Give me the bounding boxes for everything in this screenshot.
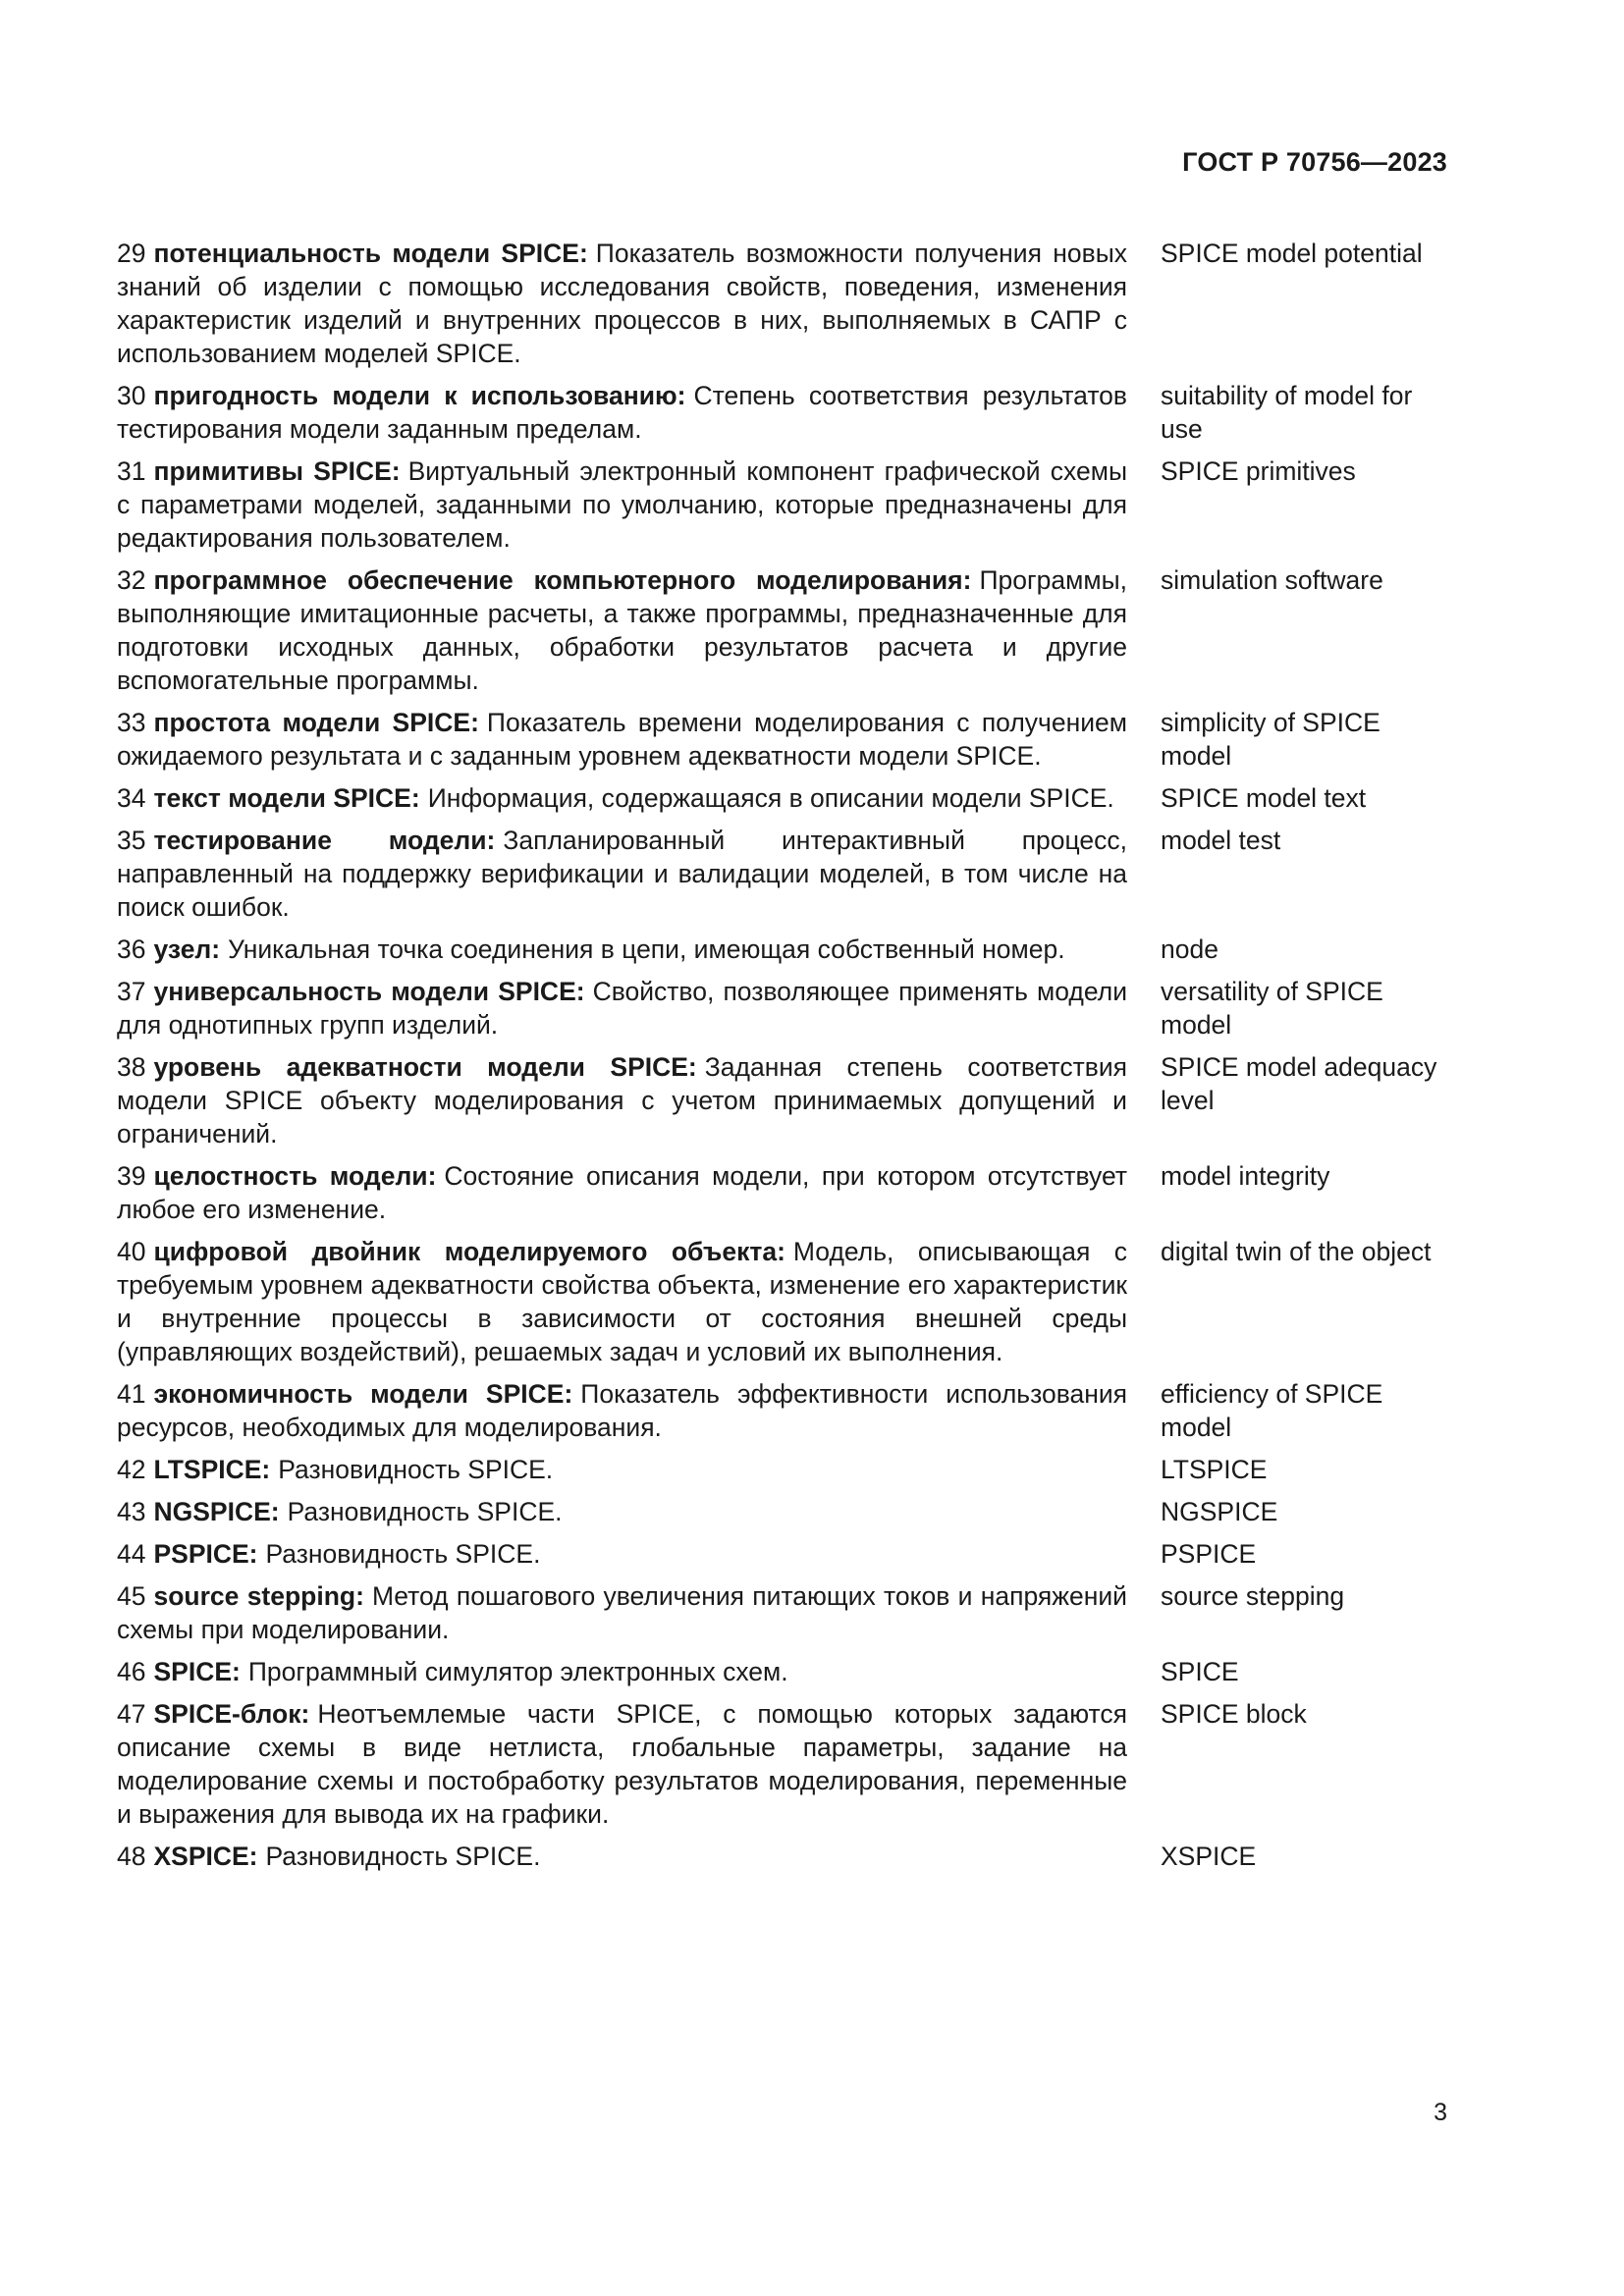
term-number: 46 bbox=[117, 1657, 146, 1686]
term-definition-ru bbox=[117, 1579, 1127, 1646]
term-definition-text: Неотъемлемые части SPICE, с помощью которых задаются описание схемы в виде нетлиста, глобальные параметры, задание на моделирование схемы и постобработку результатов моделирования, переменные и выражения для вывода их на графики. bbox=[117, 1699, 1127, 1829]
term-definition-ru bbox=[117, 1377, 1127, 1444]
terms-list bbox=[117, 237, 1447, 1882]
term-definition-text: Запланированный интерактивный процесс, направленный на поддержку верификации и валидации моделей, в том числе на поиск ошибок. bbox=[117, 826, 1127, 922]
term-number: 41 bbox=[117, 1379, 146, 1409]
term-entry bbox=[117, 933, 1447, 966]
term-definition-text: Состояние описания модели, при котором отсутствует любое его изменение. bbox=[117, 1161, 1127, 1224]
term-definition-ru bbox=[117, 1453, 1127, 1486]
term-english-equivalent: SPICE block bbox=[1161, 1699, 1307, 1729]
term-entry bbox=[117, 1840, 1447, 1873]
term-definition-ru bbox=[117, 1235, 1127, 1368]
term-entry bbox=[117, 1235, 1447, 1368]
term-number: 36 bbox=[117, 934, 146, 964]
term-number: 34 bbox=[117, 783, 146, 813]
term-entry bbox=[117, 1697, 1447, 1831]
term-name: узел: bbox=[153, 934, 221, 964]
term-definition-ru bbox=[117, 454, 1127, 555]
term-entry bbox=[117, 1159, 1447, 1226]
term-number: 31 bbox=[117, 456, 146, 486]
term-name: source stepping: bbox=[153, 1581, 364, 1611]
term-name: целостность модели: bbox=[153, 1161, 437, 1191]
term-definition-text: Уникальная точка соединения в цепи, имеющая собственный номер. bbox=[228, 934, 1065, 964]
term-entry bbox=[117, 975, 1447, 1041]
term-name: XSPICE: bbox=[153, 1842, 258, 1871]
term-definition-ru bbox=[117, 1159, 1127, 1226]
term-entry bbox=[117, 1377, 1447, 1444]
term-entry bbox=[117, 1495, 1447, 1528]
term-entry bbox=[117, 781, 1447, 815]
term-entry bbox=[117, 1453, 1447, 1486]
term-english-equivalent: source stepping bbox=[1161, 1581, 1345, 1611]
term-definition-text: Разновидность SPICE. bbox=[278, 1455, 554, 1484]
term-number: 44 bbox=[117, 1539, 146, 1569]
term-english-equivalent: node bbox=[1161, 934, 1218, 964]
term-english-equivalent: digital twin of the object bbox=[1161, 1237, 1432, 1266]
term-definition-ru bbox=[117, 975, 1127, 1041]
term-definition-text: Свойство, позволяющее применять модели для однотипных групп изделий. bbox=[117, 977, 1127, 1040]
term-name: цифровой двойник моделируемого объекта: bbox=[153, 1237, 785, 1266]
term-number: 39 bbox=[117, 1161, 146, 1191]
term-definition-text: Модель, описывающая с требуемым уровнем адекватности свойства объекта, изменение его характеристик и внутренние процессы в зависимости от состояния внешней среды (управляющих воздействий), решаемых задач и условий их выполнения. bbox=[117, 1237, 1127, 1366]
term-definition-ru bbox=[117, 1840, 1127, 1873]
term-definition-text: Заданная степень соответствия модели SPICE объекту моделирования с учетом принимаемых допущений и ограничений. bbox=[117, 1052, 1127, 1148]
term-english-equivalent: XSPICE bbox=[1161, 1842, 1257, 1871]
term-name: примитивы SPICE: bbox=[153, 456, 401, 486]
term-english-equivalent: SPICE primitives bbox=[1161, 456, 1356, 486]
term-name: тестирование модели: bbox=[153, 826, 496, 855]
term-definition-ru bbox=[117, 237, 1127, 370]
term-name: уровень адекватности модели SPICE: bbox=[153, 1052, 697, 1082]
term-number: 32 bbox=[117, 565, 146, 595]
term-number: 37 bbox=[117, 977, 146, 1006]
term-definition-text: Степень соответствия результатов тестирования модели заданным пределам. bbox=[117, 381, 1127, 444]
term-definition-text: Программы, выполняющие имитационные расчеты, а также программы, предназначенные для подготовки исходных данных, обработки результатов расчета и другие вспомогательные программы. bbox=[117, 565, 1127, 695]
term-definition-ru bbox=[117, 379, 1127, 446]
term-english-equivalent: simulation software bbox=[1161, 565, 1383, 595]
term-definition-text: Виртуальный электронный компонент графической схемы с параметрами моделей, заданными по умолчанию, которые предназначены для редактирования пользователем. bbox=[117, 456, 1127, 553]
term-number: 30 bbox=[117, 381, 146, 410]
term-entry bbox=[117, 1655, 1447, 1688]
term-english-equivalent: model test bbox=[1161, 826, 1281, 855]
term-definition-ru bbox=[117, 824, 1127, 924]
term-english-equivalent: suitability of model for use bbox=[1161, 381, 1413, 444]
term-definition-ru bbox=[117, 706, 1127, 773]
term-name: пригодность модели к использованию: bbox=[153, 381, 686, 410]
term-entry bbox=[117, 1579, 1447, 1646]
term-name: экономичность модели SPICE: bbox=[153, 1379, 573, 1409]
term-entry bbox=[117, 454, 1447, 555]
term-english-equivalent: SPICE model text bbox=[1161, 783, 1367, 813]
term-definition-text: Информация, содержащаяся в описании модели SPICE. bbox=[427, 783, 1114, 813]
page-number: 3 bbox=[1434, 2099, 1447, 2126]
term-definition-text: Разновидность SPICE. bbox=[287, 1497, 563, 1526]
term-name: текст модели SPICE: bbox=[153, 783, 420, 813]
term-number: 45 bbox=[117, 1581, 146, 1611]
term-english-equivalent: SPICE model potential bbox=[1161, 239, 1423, 268]
term-name: программное обеспечение компьютерного моделирования: bbox=[153, 565, 972, 595]
term-definition-ru bbox=[117, 563, 1127, 697]
term-entry bbox=[117, 1537, 1447, 1571]
term-entry bbox=[117, 563, 1447, 697]
term-english-equivalent: efficiency of SPICE model bbox=[1161, 1379, 1383, 1442]
term-definition-ru bbox=[117, 1655, 1127, 1688]
term-number: 29 bbox=[117, 239, 146, 268]
term-name: универсальность модели SPICE: bbox=[153, 977, 585, 1006]
term-definition-ru bbox=[117, 1495, 1127, 1528]
term-definition-ru bbox=[117, 781, 1127, 815]
term-name: SPICE-блок: bbox=[153, 1699, 310, 1729]
term-number: 43 bbox=[117, 1497, 146, 1526]
term-definition-text: Показатель эффективности использования ресурсов, необходимых для моделирования. bbox=[117, 1379, 1127, 1442]
term-english-equivalent: PSPICE bbox=[1161, 1539, 1257, 1569]
term-name: PSPICE: bbox=[153, 1539, 258, 1569]
term-english-equivalent: SPICE model adequacy level bbox=[1161, 1052, 1437, 1115]
term-number: 48 bbox=[117, 1842, 146, 1871]
term-definition-text: Разновидность SPICE. bbox=[265, 1539, 541, 1569]
term-name: потенциальность модели SPICE: bbox=[153, 239, 588, 268]
term-name: простота модели SPICE: bbox=[153, 708, 479, 737]
term-name: NGSPICE: bbox=[153, 1497, 280, 1526]
term-definition-text: Разновидность SPICE. bbox=[265, 1842, 541, 1871]
term-name: SPICE: bbox=[153, 1657, 241, 1686]
term-english-equivalent: SPICE bbox=[1161, 1657, 1239, 1686]
term-number: 35 bbox=[117, 826, 146, 855]
term-definition-text: Программный симулятор электронных схем. bbox=[247, 1657, 788, 1686]
term-english-equivalent: model integrity bbox=[1161, 1161, 1330, 1191]
term-name: LTSPICE: bbox=[153, 1455, 271, 1484]
term-definition-ru bbox=[117, 933, 1127, 966]
term-definition-ru bbox=[117, 1537, 1127, 1571]
term-english-equivalent: NGSPICE bbox=[1161, 1497, 1278, 1526]
term-definition-text: Показатель времени моделирования с получением ожидаемого результата и с заданным уровнем адекватности модели SPICE. bbox=[117, 708, 1127, 771]
term-english-equivalent: LTSPICE bbox=[1161, 1455, 1268, 1484]
term-entry bbox=[117, 1050, 1447, 1150]
document-code: ГОСТ Р 70756—2023 bbox=[1182, 147, 1447, 177]
term-entry bbox=[117, 237, 1447, 370]
term-english-equivalent: simplicity of SPICE model bbox=[1161, 708, 1380, 771]
term-definition-text: Показатель возможности получения новых знаний об изделии с помощью исследования свойств, поведения, изменения характеристик изделий и внутренних процессов в них, выполняемых в САПР с использованием моделей SPICE. bbox=[117, 239, 1127, 368]
term-number: 33 bbox=[117, 708, 146, 737]
term-number: 38 bbox=[117, 1052, 146, 1082]
term-entry bbox=[117, 379, 1447, 446]
term-number: 42 bbox=[117, 1455, 146, 1484]
term-definition-ru bbox=[117, 1050, 1127, 1150]
term-number: 47 bbox=[117, 1699, 146, 1729]
term-definition-ru bbox=[117, 1697, 1127, 1831]
term-entry bbox=[117, 706, 1447, 773]
term-number: 40 bbox=[117, 1237, 146, 1266]
term-definition-text: Метод пошагового увеличения питающих токов и напряжений схемы при моделировании. bbox=[117, 1581, 1127, 1644]
term-english-equivalent: versatility of SPICE model bbox=[1161, 977, 1383, 1040]
term-entry bbox=[117, 824, 1447, 924]
